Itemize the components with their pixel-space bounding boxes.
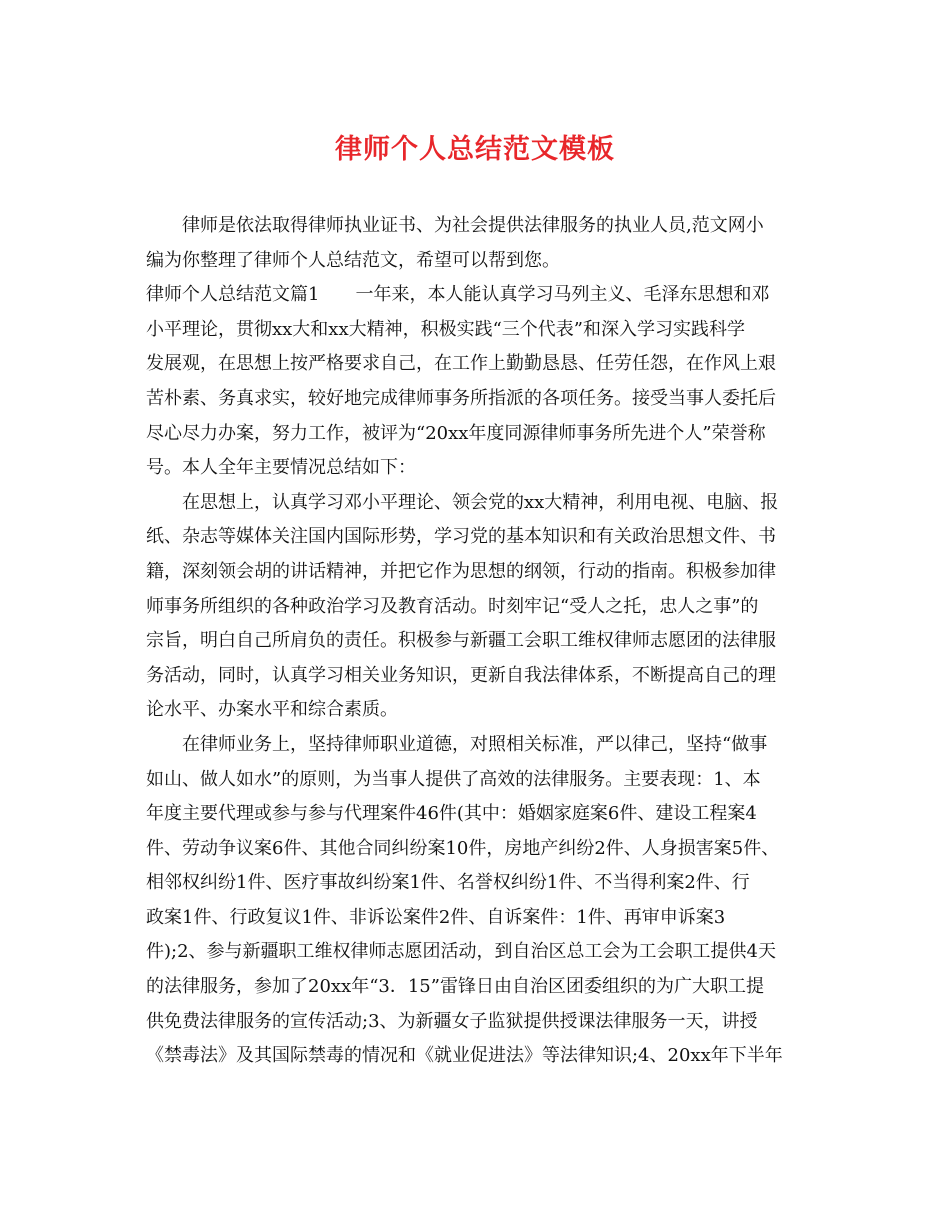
text-line: 如山、做人如水”的原则，为当事人提供了高效的法律服务。主要表现：1、本	[146, 768, 761, 790]
text-line: 的法律服务，参加了20xx年“3．15”雷锋日由自治区团委组织的为广大职工提	[146, 976, 764, 998]
text-line: 宗旨，明白自己所肩负的责任。积极参与新疆工会职工维权律师志愿团的法律服	[146, 630, 776, 652]
text-line: 籍，深刻领会胡的讲话精神，并把它作为思想的纲领，行动的指南。积极参加律	[146, 560, 776, 582]
document-title: 律师个人总结范文模板	[335, 134, 615, 165]
text-line: 小平理论，贯彻xx大和xx大精神，积极实践“三个代表”和深入学习实践科学	[146, 318, 746, 340]
text-line: 律师个人总结范文篇1 一年来，本人能认真学习马列主义、毛泽东思想和邓	[146, 284, 770, 306]
text-line: 在律师业务上，坚持律师职业道德，对照相关标准，严以律己，坚持“做事	[146, 733, 768, 755]
text-line: 编为你整理了律师个人总结范文，希望可以帮到您。	[146, 249, 560, 271]
text-line: 《禁毒法》及其国际禁毒的情况和《就业促进法》等法律知识;4、20xx年下半年	[146, 1045, 783, 1067]
text-line: 件、劳动争议案6件、其他合同纠纷案10件，房地产纠纷2件、人身损害案5件、	[146, 837, 780, 859]
text-line: 尽心尽力办案，努力工作，被评为“20xx年度同源律师事务所先进个人”荣誉称	[146, 422, 766, 444]
text-line: 供免费法律服务的宣传活动;3、为新疆女子监狱提供授课法律服务一天，讲授	[146, 1010, 758, 1032]
text-line: 务活动，同时，认真学习相关业务知识，更新自我法律体系，不断提高自己的理	[146, 664, 776, 686]
text-line: 政案1件、行政复议1件、非诉讼案件2件、自诉案件：1件、再审申诉案3	[146, 906, 726, 928]
text-line: 号。本人全年主要情况总结如下：	[146, 457, 416, 479]
text-line: 律师是依法取得律师执业证书、为社会提供法律服务的执业人员,范文网小	[146, 215, 764, 236]
text-line: 在思想上，认真学习邓小平理论、领会党的xx大精神，利用电视、电脑、报	[146, 491, 779, 513]
text-line: 年度主要代理或参与参与代理案件46件(其中：婚姻家庭案6件、建设工程案4	[146, 803, 757, 825]
text-line: 相邻权纠纷1件、医疗事故纠纷案1件、名誉权纠纷1件、不当得利案2件、行	[146, 872, 750, 894]
text-line: 苦朴素、务真求实，较好地完成律师事务所指派的各项任务。接受当事人委托后	[146, 387, 776, 409]
text-line: 纸、杂志等媒体关注国内国际形势，学习党的基本知识和有关政治思想文件、书	[146, 526, 776, 548]
text-line: 发展观，在思想上按严格要求自己，在工作上勤勤恳恳、任劳任怨，在作风上艰	[146, 353, 776, 375]
text-line: 件);2、参与新疆职工维权律师志愿团活动，到自治区总工会为工会职工提供4天	[146, 941, 776, 963]
text-line: 论水平、办案水平和综合素质。	[146, 699, 398, 721]
document-body	[146, 209, 814, 1074]
text-line: 师事务所组织的各种政治学习及教育活动。时刻牢记“受人之托，忠人之事”的	[146, 595, 759, 617]
